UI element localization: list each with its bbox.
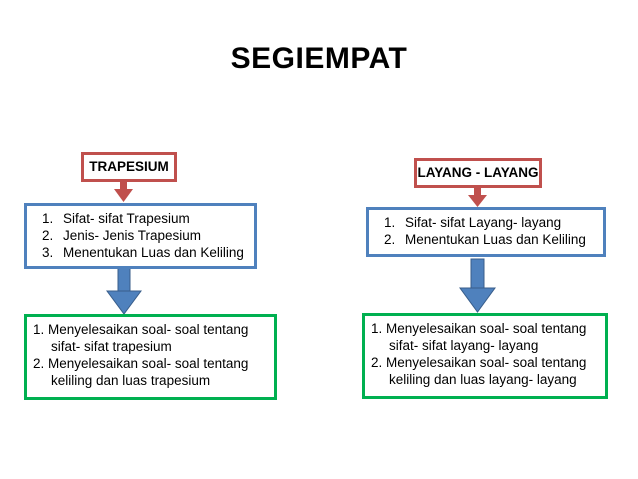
- layang-header-label: LAYANG - LAYANG: [417, 165, 539, 180]
- trapesium-header-box: [81, 152, 177, 182]
- right-topics-arrow: [460, 259, 495, 312]
- right-header-arrow: [468, 186, 487, 207]
- trapesium-task-line: sifat- sifat trapesium: [51, 339, 172, 354]
- trapesium-topics-box: [24, 203, 257, 269]
- trapesium-topic-item: 3. Menentukan Luas dan Keliling: [57, 244, 246, 261]
- layang-task-line: 2. Menyelesaikan soal- soal tentang: [371, 355, 587, 370]
- trapesium-header-label: TRAPESIUM: [89, 159, 169, 174]
- slide-title: SEGIEMPAT: [230, 42, 408, 75]
- layang-task-line: 1. Menyelesaikan soal- soal tentang: [371, 321, 587, 336]
- trapesium-topic-item: 1. Sifat- sifat Trapesium: [57, 210, 246, 227]
- layang-topic-item: 2. Menentukan Luas dan Keliling: [399, 231, 595, 248]
- layang-topic-item: 1. Sifat- sifat Layang- layang: [399, 214, 595, 231]
- layang-task-line: sifat- sifat layang- layang: [389, 338, 539, 353]
- left-topics-arrow: [107, 268, 141, 314]
- layang-topics-box: [366, 207, 606, 257]
- trapesium-task-line: 2. Menyelesaikan soal- soal tentang: [33, 356, 249, 371]
- trapesium-topic-item: 2. Jenis- Jenis Trapesium: [57, 227, 246, 244]
- left-header-arrow: [114, 180, 133, 202]
- trapesium-task-line: keliling dan luas trapesium: [51, 373, 211, 388]
- layang-tasks-box: [362, 313, 608, 399]
- layang-task-line: keliling dan luas layang- layang: [389, 372, 577, 387]
- trapesium-task-line: 1. Menyelesaikan soal- soal tentang: [33, 322, 249, 337]
- trapesium-tasks-box: [24, 314, 277, 400]
- layang-header-box: [414, 158, 542, 188]
